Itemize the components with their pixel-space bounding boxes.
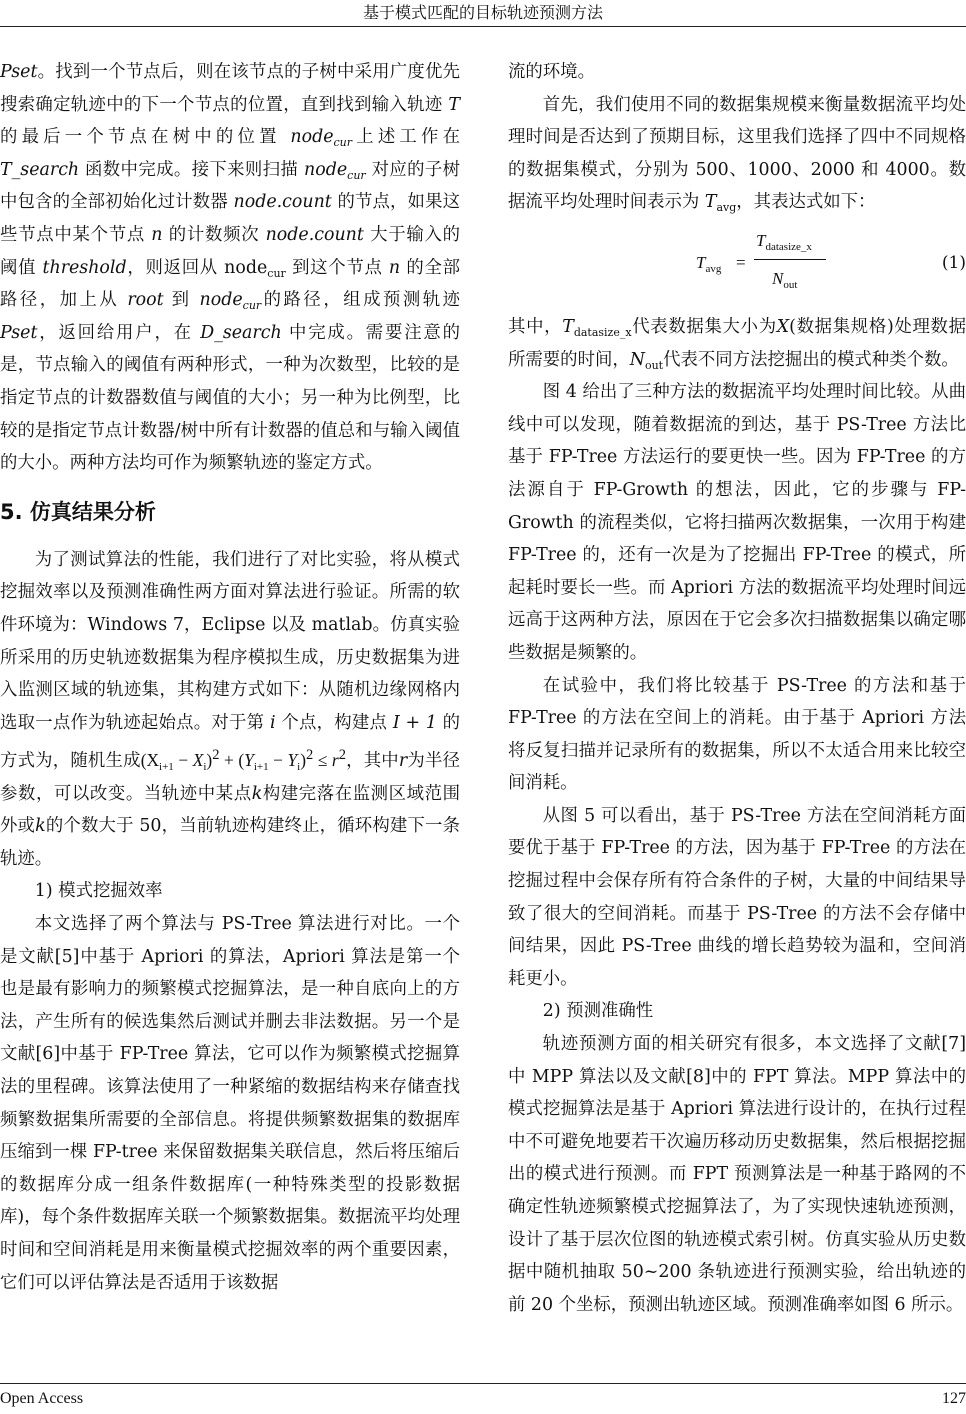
section-heading: 5. 仿真结果分析 — [0, 499, 156, 524]
running-header: 基于模式匹配的目标轨迹预测方法 — [362, 3, 603, 22]
paragraph-figure-5: 从图 5 可以看出，基于 PS-Tree 方法在空间消耗方面要优于基于 FP-Tree 的方法，因为基于 FP-Tree 的方法在挖掘过程中会保存所有符合条件的子树，大量的中间结果导致了很大的空间消耗。而基于 PS-Tree 的方法不会存储中间结果，因此 PS-Tree 曲线的增长趋势较为温和，空间消耗更小。 — [508, 805, 966, 989]
paragraph-space-cost: 在试验中，我们将比较基于 PS-Tree 的方法和基于 FP-Tree 的方法在空间上的消耗。由于基于 Apriori 方法将反复扫描并记录所有的数据集，所以不太适合用来比较空间消耗。 — [508, 675, 966, 794]
equation-number: (1) — [941, 252, 966, 273]
paragraph-prediction: 轨迹预测方面的相关研究有很多，本文选择了文献[7]中 MPP 算法以及文献[8]中的 FPT 算法。MPP 算法中的模式挖掘算法是基于 Apriori 算法进行设计的，在执行过程中不可避免地要若干次遍历移动历史数据集，然后根据挖掘出的模式进行预测。而 FPT 预测算法是一种基于路网的不确定性轨迹频繁模式挖掘算法了，为了实现快速轨迹预测，设计了基于层次位图的轨迹模式索引树。仿真实验从历史数据中随机抽取 50~200 条轨迹进行预测实验，给出轨迹的前 20 个坐标，预测出轨迹区域。预测准确率如图 6 所示。 — [508, 1034, 966, 1315]
left-column — [0, 56, 460, 1299]
footer-journal-label: Open Access — [0, 1390, 84, 1407]
footer-divider — [0, 1383, 966, 1384]
paragraph-processing-time: 首先，我们使用不同的数据集规模来衡量数据流平均处理时间是否达到了预期目标，这里我们选择了四中不同规格的数据集模式，分别为 500、1000、2000 和 4000。数据流平均处理时间表示为 $T_{avg}$，其表达式如下： — [508, 94, 966, 215]
paragraph-algorithms-compared: 本文选择了两个算法与 PS-Tree 算法进行对比。一个是文献[5]中基于 Apriori 的算法，Apriori 算法是第一个也是最有影响力的频繁模式挖掘算法，是一种自底向上的方法，产生所有的候选集然后测试并删去非法数据。另一个是文献[6]中基于 FP-Tree 算法，它可以作为频繁模式挖掘算法的里程碑。该算法使用了一种紧缩的数据结构来存储查找频繁数据集所需要的全部信息。将提供频繁数据集的数据库压缩到一棵 FP-tree 来保留数据集关联信息，然后将压缩后的数据库分成一组条件数据库(一种特殊类型的投影数据库)，每个条件数据库关联一个频繁数据集。数据流平均处理时间和空间消耗是用来衡量模式挖掘效率的两个重要因素，它们可以评估算法是否适用于该数据 — [0, 914, 460, 1293]
paragraph-search-procedure: Pset。找到一个节点后，则在该节点的子树中采用广度优先搜索确定轨迹中的下一个节点的位置，直到找到输入轨迹 T 的最后一个节点在树中的位置 node$_{cur}$上述工作在 T_search 函数中完成。接下来则扫描 node$_{cur}$ 对应的子树中包含的全部初始化过计数器 node.count 的节点，如果这些节点中某个节点 n 的计数频次 node.count 大于输入的阈值 threshold，则返回从 node$_{cur}$ 到这个节点 n 的全部路径，加上从 root 到 node$_{cur}$的路径，组成预测轨迹 Pset，返回给用户，在 D_search 中完成。需要注意的是，节点输入的阈值有两种形式，一种为次数型，比较的是指定节点的计数器数值与阈值的大小；另一种为比例型，比较的是指定节点计数器/树中所有计数器的值总和与输入阈值的大小。两种方法均可作为频繁轨迹的鉴定方式。 — [0, 62, 461, 474]
radius-inequality-formula: $(X_{i+1} - X_i)^2 + (Y_{i+1} - Y_i)^2 \le r^2$ — [140, 747, 346, 774]
subheading-prediction-accuracy: 2) 预测准确性 — [542, 1001, 654, 1022]
paragraph-continuation: 流的环境。 — [508, 62, 595, 82]
paragraph-experiment-setup: 为了测试算法的性能，我们进行了对比实验，将从模式挖掘效率以及预测准确性两方面对算法进行验证。所需的软件环境为：Windows 7，Eclipse 以及 matlab。仿真实验所采用的历史轨迹数据集为程序模拟生成，历史数据集为进入监测区域的轨迹集，其构建方式如下：从随机边缘网格内选取一点作为轨迹起始点。对于第 i 个点，构建点 I + 1 的方式为，随机生成$(X_{i+1} - X_i)^2 + (Y_{i+1} - Y_i)^2 \le r^2$，其中r为半径参数，可以改变。当轨迹中某点k构建完落在监测区域范围外或k的个数大于 50，当前轨迹构建终止，循环构建下一条轨迹。 — [0, 549, 461, 869]
subheading-mining-efficiency: 1) 模式挖掘效率 — [34, 881, 163, 902]
equation-1: $T_{avg}$ = $T_{datasize\_x}$ $N_{out}$ (1) — [696, 230, 966, 291]
header-divider — [0, 26, 966, 27]
paragraph-equation-explanation: 其中，$T_{datasize\_x}$代表数据集大小为X(数据集规格)处理数据所需要的时间，$N_{out}$代表不同方法挖掘出的模式种类个数。 — [508, 316, 966, 372]
right-column — [508, 56, 966, 1321]
page-number: 127 — [942, 1390, 966, 1407]
paragraph-figure-4: 图 4 给出了三种方法的数据流平均处理时间比较。从曲线中可以发现，随着数据流的到达，基于 PS-Tree 方法比基于 FP-Tree 方法运行的要更快一些。因为 FP-Tree 的方法源自于 FP-Growth 的想法，因此，它的步骤与 FP-Growth 的流程类似，它将扫描两次数据集，一次用于构建 FP-Tree 的，还有一次是为了挖掘出 FP-Tree 的模式，所起耗时要长一些。而 Apriori 方法的数据流平均处理时间远远高于这两种方法，原因在于它会多次扫描数据集以确定哪些数据是频繁的。 — [508, 382, 966, 663]
